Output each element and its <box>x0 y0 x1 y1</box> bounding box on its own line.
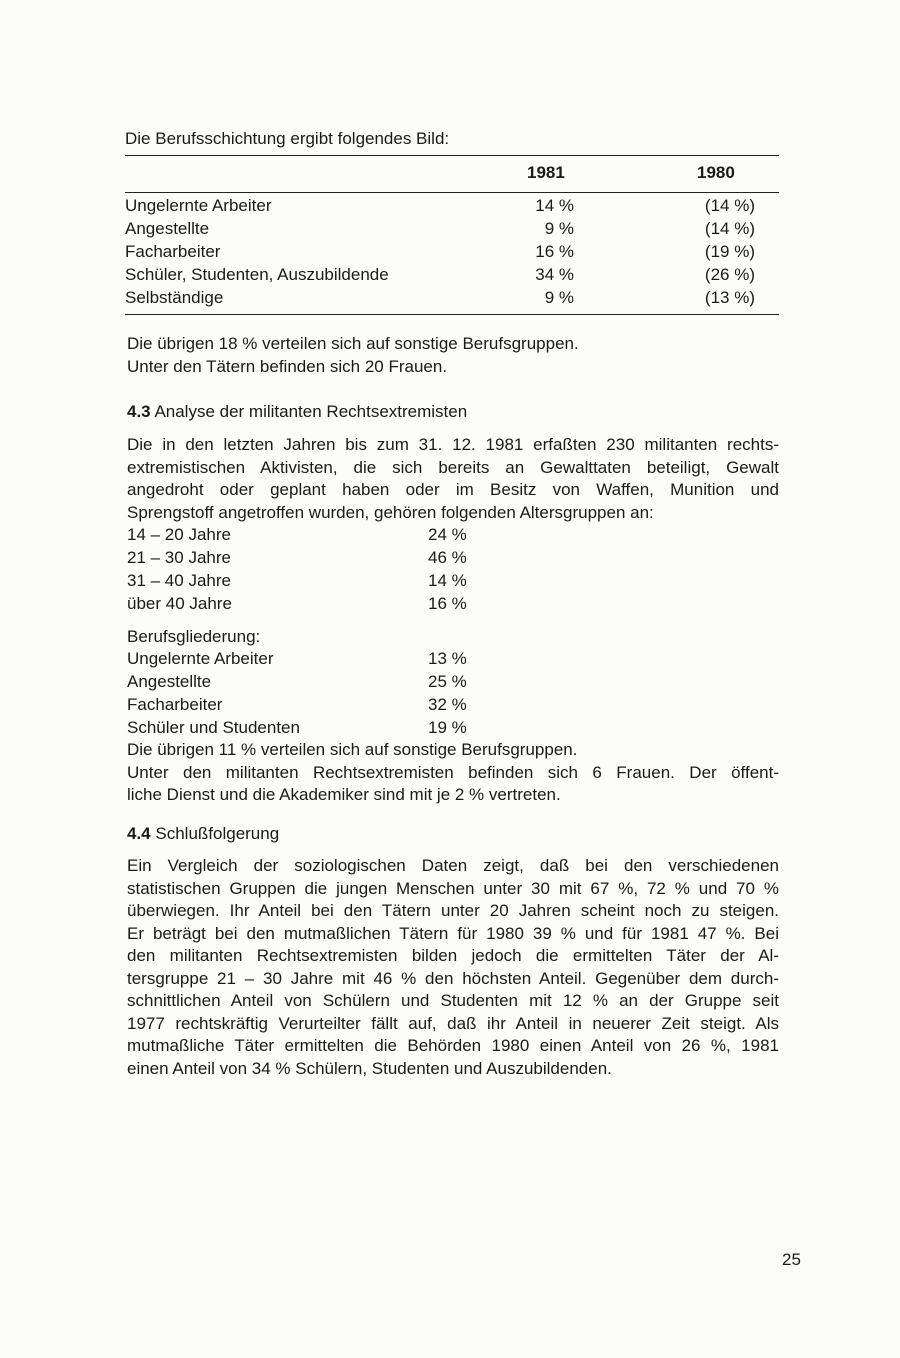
paragraph-after-berufs <box>127 739 779 807</box>
paragraph-4-4 <box>127 855 779 1080</box>
paragraph-line: einen Anteil von 34 % Schülern, Studenten und Auszubildenden. <box>127 1058 612 1078</box>
value-1981: 34 % <box>535 265 574 284</box>
column-header-1981: 1981 <box>527 163 565 182</box>
berufs-label: Angestellte <box>127 672 212 691</box>
age-label: 21 – 30 Jahre <box>127 548 231 567</box>
berufs-heading: Berufsgliederung: <box>127 627 261 646</box>
value-1980: (13 %) <box>704 288 755 307</box>
paragraph-line: Ein Vergleich der soziologischen Daten zeigt, daß bei den verschiedenen <box>127 856 779 875</box>
table-row <box>125 195 779 218</box>
paragraph-line: statistischen Gruppen die jungen Menschen unter 30 mit 67 %, 72 % und 70 % <box>127 878 779 898</box>
row-label: Schüler, Studenten, Auszubildende <box>125 265 389 284</box>
paragraph-line: extremistischen Aktivisten, die sich bereits an Gewalttaten beteiligt, Gewalt <box>127 457 779 477</box>
age-value: 46 % <box>428 548 467 567</box>
note-line: Die übrigen 18 % verteilen sich auf sonstige Berufsgruppen. <box>127 334 579 353</box>
paragraph-line: Die in den letzten Jahren bis zum 31. 12. 1981 erfaßten 230 militanten rechts- <box>127 435 779 454</box>
row-label: Ungelernte Arbeiter <box>125 196 272 215</box>
value-1981: 9 % <box>544 288 574 307</box>
age-value: 16 % <box>428 594 467 613</box>
paragraph-4-3 <box>127 434 779 524</box>
table-row <box>125 241 779 264</box>
paragraph-line: Die übrigen 11 % verteilen sich auf sonstige Berufsgruppen. <box>127 740 578 759</box>
value-1980: (14 %) <box>704 219 755 238</box>
age-label: über 40 Jahre <box>127 594 232 613</box>
value-1981: 14 % <box>535 196 574 215</box>
berufs-label: Ungelernte Arbeiter <box>127 649 274 668</box>
berufs-value: 32 % <box>428 695 467 714</box>
intro-text: Die Berufsschichtung ergibt folgendes Bild: <box>125 129 450 148</box>
paragraph-line: liche Dienst und die Akademiker sind mit je 2 % vertreten. <box>127 785 561 804</box>
value-1981: 9 % <box>544 219 574 238</box>
berufs-value: 25 % <box>428 672 467 691</box>
table-row <box>125 264 779 287</box>
table-bottom-rule <box>125 314 779 315</box>
paragraph-line: Sprengstoff angetroffen wurden, gehören folgenden Altersgruppen an: <box>127 502 654 522</box>
value-1981: 16 % <box>535 242 574 261</box>
table-row <box>125 287 779 310</box>
age-value: 24 % <box>428 525 467 544</box>
berufs-value: 19 % <box>428 718 467 737</box>
paragraph-line: 1977 rechtskräftig Verurteilter fällt auf, daß ihr Anteil in neuerer Zeit steigt. Als <box>127 1013 779 1033</box>
age-value: 14 % <box>428 571 467 590</box>
section-title: Schlußfolgerung <box>155 824 280 843</box>
berufs-value: 13 % <box>428 649 467 668</box>
paragraph-line: tersgruppe 21 – 30 Jahre mit 46 % den höchsten Anteil. Gegenüber dem durch- <box>127 968 779 988</box>
paragraph-line: angedroht oder geplant haben oder im Besitz von Waffen, Munition und <box>127 480 779 499</box>
column-header-1980: 1980 <box>697 163 735 182</box>
table-row <box>125 218 779 241</box>
paragraph-line: Er beträgt bei den mutmaßlichen Tätern für 1980 39 % und für 1981 47 %. Bei <box>127 923 779 943</box>
row-label: Facharbeiter <box>125 242 221 261</box>
value-1980: (19 %) <box>704 242 755 261</box>
age-label: 31 – 40 Jahre <box>127 571 231 590</box>
row-label: Angestellte <box>125 219 210 238</box>
section-heading-4-4 <box>127 823 279 845</box>
row-label: Selbständige <box>125 288 224 307</box>
value-1980: (14 %) <box>704 196 755 215</box>
section-number: 4.4 <box>127 824 151 843</box>
berufs-label: Schüler und Studenten <box>127 718 300 737</box>
value-1980: (26 %) <box>704 265 755 284</box>
note-line: Unter den Tätern befinden sich 20 Frauen. <box>127 357 448 376</box>
section-title: Analyse der militanten Rechtsextremisten <box>154 402 468 421</box>
section-heading-4-3 <box>127 401 467 423</box>
paragraph-line: Unter den militanten Rechtsextremisten befinden sich 6 Frauen. Der öffent- <box>127 762 779 782</box>
paragraph-line: den militanten Rechtsextremisten bilden jedoch die ermittelten Täter der Al- <box>127 946 779 965</box>
age-label: 14 – 20 Jahre <box>127 525 231 544</box>
paragraph-line: schnittlichen Anteil von Schülern und Studenten mit 12 % an der Gruppe seit <box>127 991 779 1010</box>
section-number: 4.3 <box>127 402 151 421</box>
berufs-label: Facharbeiter <box>127 695 223 714</box>
paragraph-line: mutmaßliche Täter ermittelten die Behörden 1980 einen Anteil von 26 %, 1981 <box>127 1036 779 1055</box>
paragraph-line: überwiegen. Ihr Anteil bei den Tätern unter 20 Jahren scheint noch zu steigen. <box>127 901 779 920</box>
table-header <box>125 155 779 193</box>
page-number: 25 <box>782 1250 801 1269</box>
